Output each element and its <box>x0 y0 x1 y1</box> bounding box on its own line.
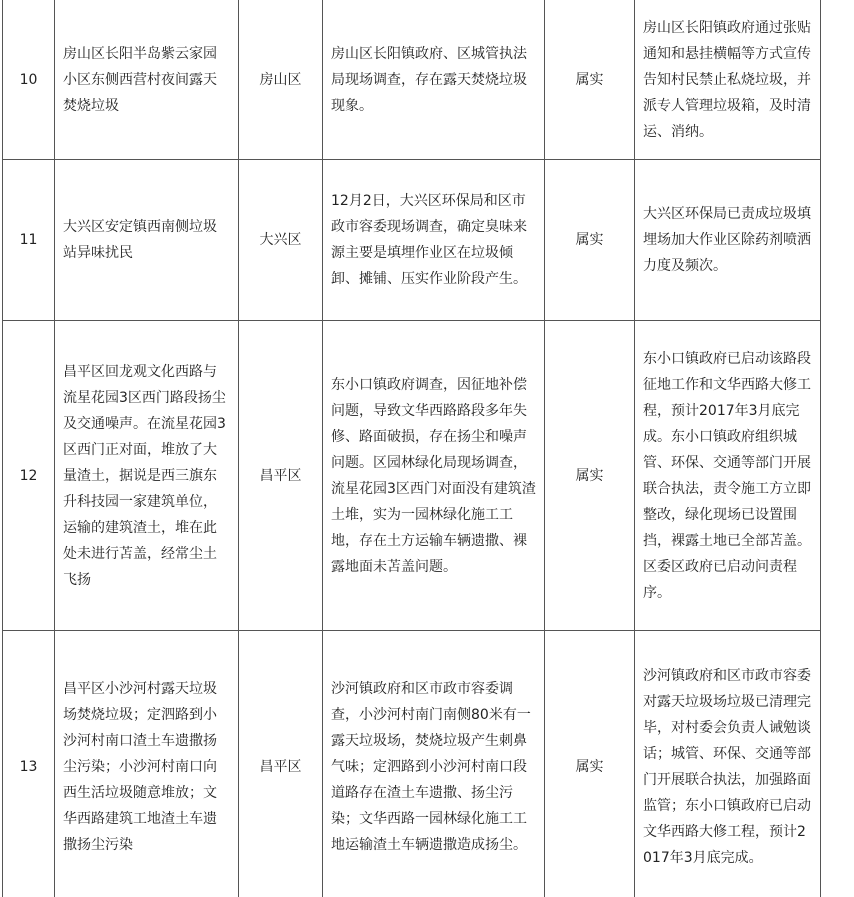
complaint-cell: 昌平区小沙河村露天垃圾场焚烧垃圾；定泗路到小沙河村南口渣土车遗撒扬尘污染；小沙河村南口向西生活垃圾随意堆放；文华西路建筑工地渣土车遗撒扬尘污染 <box>55 631 239 897</box>
row-number: 13 <box>3 631 55 897</box>
complaint-cell: 昌平区回龙观文化西路与流星花园3区西门路段扬尘及交通噪声。在流星花园3区西门正对面，堆放了大量渣土，据说是西三旗东升科技园一家建筑单位，运输的建筑渣土，堆在此处未进行苫盖，经常尘土飞扬 <box>55 321 239 631</box>
complaint-cell: 房山区长阳半岛紫云家园小区东侧西营村夜间露天焚烧垃圾 <box>55 0 239 160</box>
action-cell: 沙河镇政府和区市政市容委对露天垃圾场垃圾已清理完毕，对村委会负责人诫勉谈话；城管、环保、交通等部门开展联合执法，加强路面监管；东小口镇政府已启动文华西路大修工程，预计2017年3月底完成。 <box>635 631 821 897</box>
table-row <box>3 321 821 631</box>
result-cell: 属实 <box>545 631 635 897</box>
table-row <box>3 0 821 160</box>
table-row <box>3 160 821 321</box>
finding-cell: 12月2日，大兴区环保局和区市政市容委现场调查，确定臭味来源主要是填埋作业区在垃圾倾卸、摊铺、压实作业阶段产生。 <box>323 160 545 321</box>
result-cell: 属实 <box>545 0 635 160</box>
row-number: 12 <box>3 321 55 631</box>
complaint-cell: 大兴区安定镇西南侧垃圾站异味扰民 <box>55 160 239 321</box>
district-cell: 房山区 <box>239 0 323 160</box>
district-cell: 昌平区 <box>239 631 323 897</box>
finding-cell: 东小口镇政府调查，因征地补偿问题，导致文华西路路段多年失修、路面破损，存在扬尘和噪声问题。区园林绿化局现场调查，流星花园3区西门对面没有建筑渣土堆，实为一园林绿化施工工地，存在土方运输车辆遗撒、裸露地面未苫盖问题。 <box>323 321 545 631</box>
action-cell: 大兴区环保局已责成垃圾填埋场加大作业区除药剂喷洒力度及频次。 <box>635 160 821 321</box>
row-number: 10 <box>3 0 55 160</box>
finding-cell: 房山区长阳镇政府、区城管执法局现场调查，存在露天焚烧垃圾现象。 <box>323 0 545 160</box>
result-cell: 属实 <box>545 321 635 631</box>
result-cell: 属实 <box>545 160 635 321</box>
district-cell: 大兴区 <box>239 160 323 321</box>
complaint-table <box>2 0 821 897</box>
district-cell: 昌平区 <box>239 321 323 631</box>
row-number: 11 <box>3 160 55 321</box>
finding-cell: 沙河镇政府和区市政市容委调查，小沙河村南门南侧80米有一露天垃圾场，焚烧垃圾产生刺鼻气味；定泗路到小沙河村南口段道路存在渣土车遗撒、扬尘污染；文华西路一园林绿化施工工地运输渣土车辆遗撒造成扬尘。 <box>323 631 545 897</box>
action-cell: 房山区长阳镇政府通过张贴通知和悬挂横幅等方式宣传告知村民禁止私烧垃圾，并派专人管理垃圾箱，及时清运、消纳。 <box>635 0 821 160</box>
table-row <box>3 631 821 897</box>
action-cell: 东小口镇政府已启动该路段征地工作和文华西路大修工程，预计2017年3月底完成。东小口镇政府组织城管、环保、交通等部门开展联合执法，责令施工方立即整改，绿化现场已设置围挡，裸露土地已全部苫盖。区委区政府已启动问责程序。 <box>635 321 821 631</box>
